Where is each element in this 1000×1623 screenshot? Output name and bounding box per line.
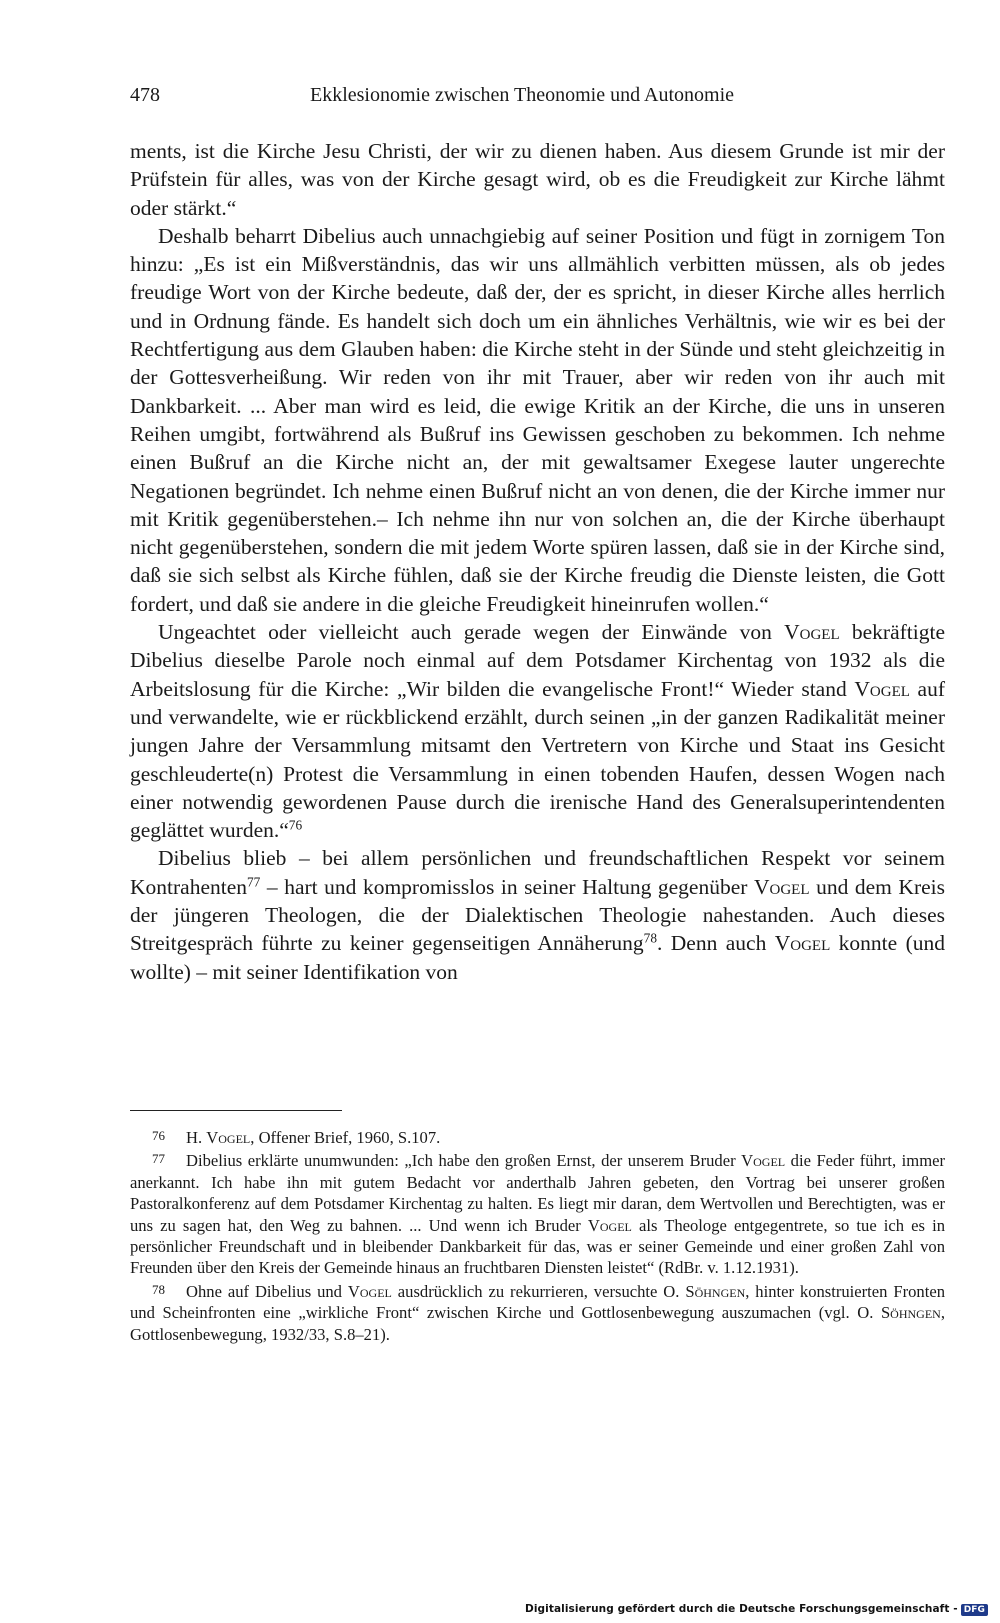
footnote-76: [130, 1125, 945, 1148]
footnote-text: , Gottlosenbewegung, 1932/33, S.8–21).: [130, 1303, 945, 1344]
name-sohngen: Söhngen: [685, 1281, 746, 1301]
paragraph-3-text-b: bekräftigte Dibelius dieselbe Parole noch einmal auf dem Potsdamer Kirchentag von 1932 als die Arbeitslosung für die Kirche: „Wir bilden die evangelische Front!“ Wieder stand: [130, 620, 946, 701]
paragraph-4: [130, 844, 945, 985]
paragraph-3-text-a: Ungeachtet oder vielleicht auch gerade wegen der Einwände von: [158, 620, 785, 645]
footnote-text: die Feder führt, immer anerkannt. Ich habe ihn mit gutem Bedacht vor anderthalb Jahren gebeten, den Vortrag bei unserer großen Pastoralkonferenz auf dem Potsdamer Kirchentag zu halten. Es liegt mir daran, dem Wertvollen und Berechtigten, was er uns zu sagen hat, den Weg zu bahnen. ... Und wenn ich Bruder: [130, 1151, 945, 1235]
name-vogel: Vogel: [347, 1281, 392, 1301]
name-vogel: Vogel: [774, 931, 831, 956]
paragraph-4-text-c: und dem Kreis der jüngeren Theologen, die der Dialektischen Theologie nahestanden. Auch dieses Streitgespräch führte zu keiner gegenseitigen Annäherung: [130, 874, 945, 956]
footnote-text: ausdrücklich zu rekurrieren, versuchte O.: [391, 1281, 686, 1301]
footnote-number: 76: [152, 1128, 165, 1143]
footnote-text: als Theologe entgegentrete, so tue ich es in persönlicher Freundschaft und in bleibender Dankbarkeit für das, was er seiner Gemeinde und einer großen Zahl von Freunden über den Kreis der Gemeinde hinaus an fruchtbaren Diensten leistet“ (RdBr. v. 1.12.1931).: [130, 1215, 945, 1278]
name-vogel: Vogel: [854, 676, 910, 701]
paragraph-4-text-e: konnte (und wollte) – mit seiner Identifikation von: [130, 931, 946, 984]
footnote-text: , Offener Brief, 1960, S.107.: [250, 1128, 441, 1147]
footnote-77: [130, 1148, 945, 1278]
footnotes: [130, 1125, 945, 1345]
footnote-text: , hinter konstruierten Fronten und Scheinfronten eine „wirkliche Front“ zwischen Kirche und Gottlosenbewegung auszumachen (vgl. O.: [130, 1281, 945, 1323]
footnote-number: 77: [152, 1151, 165, 1167]
paragraph-4-text-a: Dibelius blieb – bei allem persönlichen und freundschaftlichen Respekt vor seinem Kontrahenten: [130, 846, 945, 899]
paragraph-1-text: ments, ist die Kirche Jesu Christi, der wir zu dienen haben. Aus diesem Grunde ist mir der Prüfstein für alles, was von der Kirche gesagt wird, ob es die Freudigkeit zur Kirche lähmt oder stärkt.“: [130, 139, 945, 220]
footnote-ref-76[interactable]: 76: [288, 817, 303, 833]
credit-text: Digitalisierung gefördert durch die Deutsche Forschungsgemeinschaft -: [525, 1603, 958, 1615]
paragraph-1: [130, 137, 945, 222]
name-vogel: Vogel: [753, 874, 810, 899]
footnote-ref-77[interactable]: 77: [247, 874, 261, 890]
name-sohngen: Söhngen: [880, 1303, 941, 1323]
digitization-credit: [525, 1603, 988, 1616]
footnote-78: [130, 1279, 945, 1345]
footnote-divider: [130, 1110, 342, 1111]
name-vogel: Vogel: [587, 1215, 632, 1235]
dfg-logo-icon: DFG: [961, 1604, 988, 1616]
footnote-text: Dibelius erklärte unumwunden: „Ich habe den großen Ernst, der unserem Bruder: [186, 1151, 742, 1171]
paragraph-2-text: Deshalb beharrt Dibelius auch unnachgiebig auf seiner Position und fügt in zornigem Ton hinzu: „Es ist ein Mißverständnis, das wir uns allmählich verbitten müssen, als ob jedes freudige Wort von der Kirche bedeute, daß der, der es spricht, in dieser Kirche alles herrlich und in Ordnung fände. Es handelt sich doch um ein ähnliches Verhältnis, wie wir es bei der Rechtfertigung aus dem Glauben haben: die Kirche steht in der Sünde und steht gleichzeitig in der Gottesverheißung. Wir reden von ihr mit Trauer, aber wir reden von ihr auch mit Dankbarkeit. ... Aber man wird es leid, die ewige Kritik an der Kirche, die uns in unseren Reihen umgibt, fortwährend als Bußruf ins Gewissen geschoben zu bekommen. Ich nehme einen Bußruf an die Kirche nicht an, der mit gewaltsamer Exegese lauter ungerechte Negationen begründet. Ich nehme einen Bußruf nicht an von denen, die der Kirche immer nur mit Kritik gegenüberstehen.– Ich nehme ihn nur von solchen an, die der Kirche überhaupt nicht gegenüberstehen, sondern die mit jedem Worte spüren lassen, daß sie in der Kirche sind, daß sie sich selbst als Kirche fühlen, daß sie der Kirche freudig die Dienste leisten, die Gott fordert, und daß sie andere in die gleiche Freudigkeit hineinrufen wollen.“: [130, 223, 945, 616]
page-number: 478: [130, 84, 160, 106]
paragraph-4-text-b: – hart und kompromisslos in seiner Haltung gegenüber: [260, 874, 754, 899]
running-title: Ekklesionomie zwischen Theonomie und Autonomie: [310, 84, 735, 106]
paragraph-4-text-d: . Denn auch: [656, 931, 775, 956]
name-vogel: Vogel: [206, 1128, 251, 1147]
footnote-number: 78: [152, 1281, 165, 1297]
paragraph-2: [130, 222, 945, 618]
name-vogel: Vogel: [784, 620, 840, 645]
footnote-text: H.: [186, 1128, 207, 1147]
footnote-text: Ohne auf Dibelius und: [186, 1281, 348, 1301]
name-vogel: Vogel: [741, 1151, 786, 1171]
footnote-ref-78[interactable]: 78: [643, 930, 657, 946]
main-text: [130, 137, 945, 986]
paragraph-3-text-c: auf und verwandelte, wie er rückblickend erzählt, durch seinen „in der ganzen Radikalität meiner jungen Jahre der Versammlung mitsamt den Vertretern von Kirche und Staat ins Gesicht geschleuderte(n) Protest die Versammlung in einen tobenden Haufen, dessen Wogen nach einer notwendig gewordenen Pause durch die irenische Hand des Generalsuperintendenten geglättet wurden.“: [130, 676, 946, 843]
page-header: [130, 84, 945, 114]
paragraph-3: [130, 618, 945, 844]
